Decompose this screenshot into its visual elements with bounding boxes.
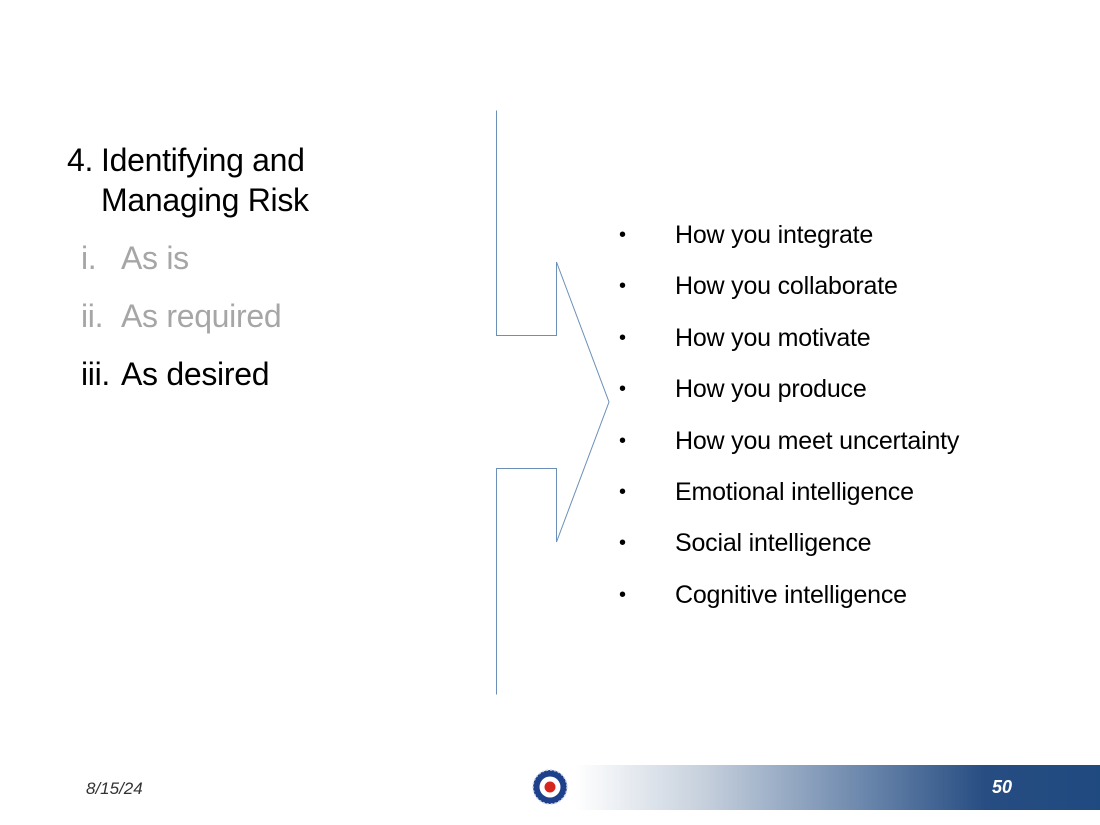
subitem-numeral: i.	[81, 240, 97, 276]
bullet-marker: •	[619, 224, 626, 246]
subitem-as-required	[81, 296, 281, 336]
bullet-text: Social intelligence	[675, 529, 872, 558]
bullet-text: Cognitive intelligence	[675, 580, 907, 609]
bullet-text: Emotional intelligence	[675, 477, 914, 506]
subitem-label: As desired	[121, 356, 270, 392]
subitem-as-desired	[81, 354, 269, 394]
bullet-text: How you produce	[675, 375, 867, 404]
section-title-line-2: Managing Risk	[101, 182, 309, 218]
section-number: 4.	[67, 142, 94, 178]
bullet-marker: •	[619, 378, 626, 401]
bullet-text: How you integrate	[675, 221, 874, 249]
subitem-label: As required	[121, 298, 282, 334]
bullet-text: How you motivate	[675, 323, 871, 352]
roundel-logo-icon	[531, 768, 569, 806]
footer-gradient-bar	[575, 765, 1100, 810]
subitem-as-is	[81, 238, 189, 278]
bullet-marker: •	[619, 275, 626, 298]
subitem-numeral: iii.	[81, 356, 111, 392]
bullet-text: How you collaborate	[675, 272, 898, 301]
bullet-marker: •	[619, 326, 626, 349]
bullet-text: How you meet uncertainty	[675, 426, 960, 455]
section-heading	[67, 140, 367, 220]
section-title-line-1: Identifying and	[101, 142, 305, 178]
subitem-label: As is	[121, 240, 189, 276]
bullet-marker: •	[619, 583, 626, 606]
subitem-numeral: ii.	[81, 298, 104, 334]
bullet-marker: •	[619, 480, 626, 503]
slide-page-number: 50	[992, 777, 1013, 797]
bullet-marker: •	[619, 532, 626, 555]
slide-date: 8/15/24	[86, 779, 143, 798]
bullet-marker: •	[619, 429, 626, 452]
